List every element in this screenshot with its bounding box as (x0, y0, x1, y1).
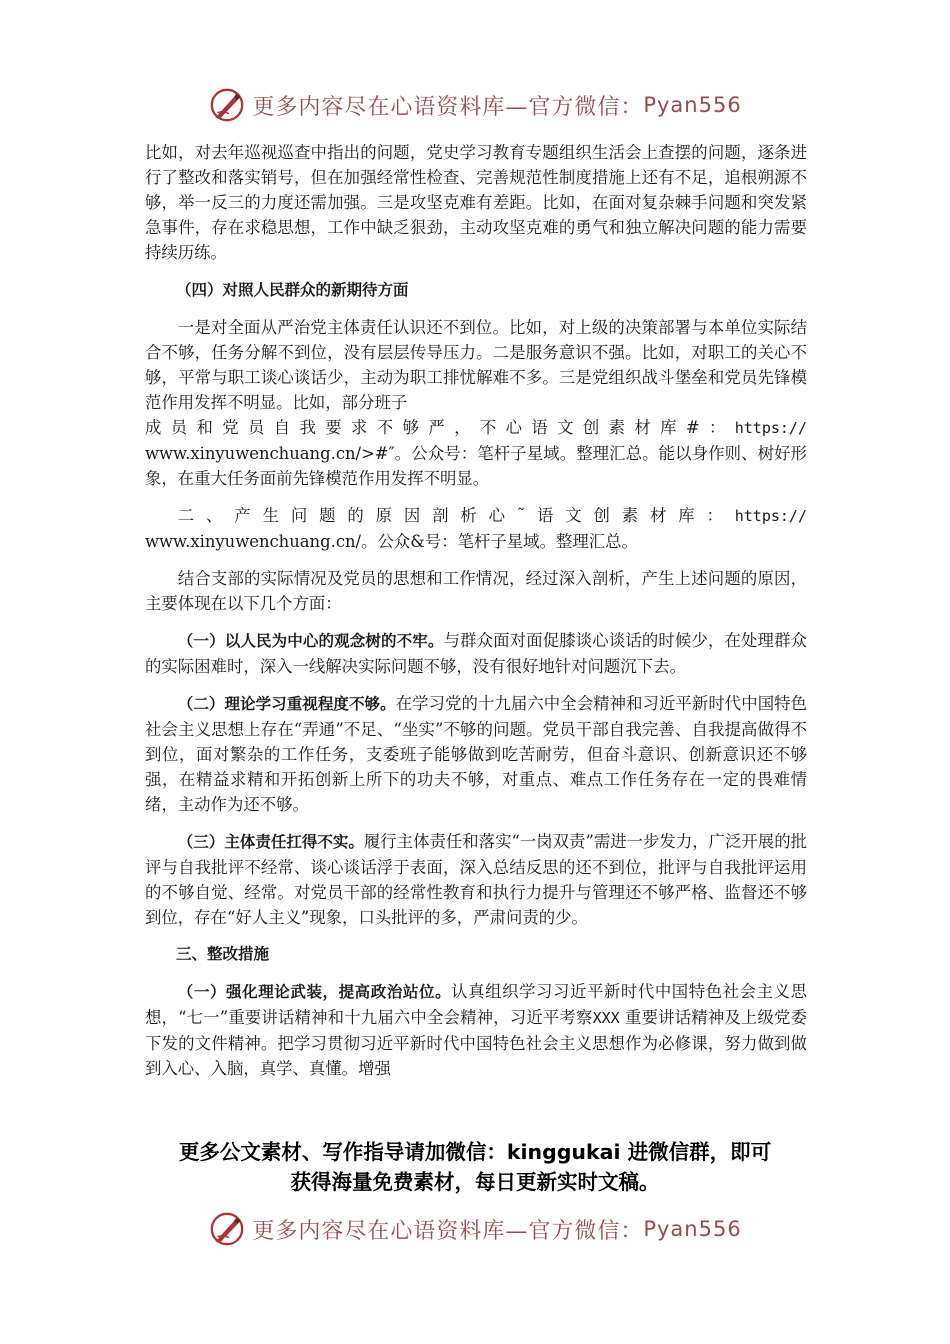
promo-notice (100, 1137, 850, 1197)
promo-line: 更多公文素材、写作指导请加微信：kinggukai 进微信群，即可 (178, 1140, 772, 1164)
paragraph-text: 在学习党的十九届六中全会精神和习近平新时代中国特色社会主义思想上存在“弄通”不足、“坐实”不够的问题。党员干部自我完善、自我提高做得不到位，面对繁杂的工作任务，支委班子能够做到吃苦耐劳，但奋斗意识、创新意识还不够强，在精益求精和开拓创新上所下的功夫不够，对重点、难点工作任务存在一定的畏难情绪，主动作为还不够。 (145, 694, 807, 814)
paragraph-text: 履行主体责任和落实“一岗双责”需进一步发力，广泛开展的批评与自我批评不经常、谈心谈话浮于表面，深入总结反思的还不到位，批评与自我批评运用的不够自觉、经常。对党员干部的经常性教育和执行力提升与管理还不够严格、监督还不够到位，存在“好人主义”现象，口头批评的多，严肃问责的少。 (145, 832, 807, 927)
subheading: （一）强化理论武装，提高政治站位。 (177, 983, 452, 1001)
subheading: （二）理论学习重视程度不够。 (177, 695, 396, 713)
banner-wechat-id: Pyan556 (643, 1217, 742, 1241)
placeholder-text: XXX (592, 1009, 620, 1027)
subheading: （三）主体责任扛得不实。 (177, 833, 364, 851)
paragraph-text: 重要讲话精神及上级党委下发的文件精神。把学习贯彻习近平新时代中国特色社会主义思想作为必修课，努力做到做到入心、入脑，真学、真懂。增强 (145, 1008, 807, 1078)
paragraph-text: 一是对全面从严治党主体责任认识还不到位。比如，对上级的决策部署与本单位实际结合不够，任务分解不到位，没有层层传导压力。二是服务意识不强。比如，对职工的关心不够，平常与职工谈心谈话少，主动为职工排忧解难不多。三是党组织战斗堡垒和党员先锋模范作用发挥不明显。比如，部分班子 (145, 318, 807, 412)
header-banner (0, 82, 950, 128)
paragraph (145, 691, 807, 817)
section-heading: （四）对照人民群众的新期待方面 (176, 281, 409, 299)
paragraph (145, 628, 807, 679)
spaced-text: 成员和党员自我要求不够严，不心语文创素材库#： (145, 418, 735, 437)
banner-text: 更多内容尽在心语资料库—官方微信： (252, 1218, 644, 1244)
document-body (145, 140, 807, 1093)
paragraph (145, 829, 807, 930)
promo-line: 获得海量免费素材，每日更新实时文稿。 (290, 1170, 660, 1194)
banner-wechat-id: Pyan556 (643, 93, 742, 117)
section-heading-line (145, 503, 807, 554)
url-text: https:// (734, 419, 807, 437)
paragraph-text: www.xinyuwenchuang.cn/>#″。公众号：笔杆子星域。整理汇总。能以身作则、树好形象，在重大任务面前先锋模范作用发挥不明显。 (145, 444, 807, 488)
section-heading: 三、整改措施 (176, 945, 270, 963)
spaced-line (145, 415, 807, 441)
subheading: （一）以人民为中心的观念树的不牢。 (177, 632, 444, 650)
paragraph-text: www.xinyuwenchuang.cn/。公众&号：笔杆子星域。整理汇总。 (145, 532, 638, 551)
url-text: https:// (734, 507, 807, 525)
banner-text: 更多内容尽在心语资料库—官方微信： (252, 94, 644, 120)
pen-circle-logo-icon (208, 1210, 246, 1248)
spaced-text: 二、产生问题的原因剖析心˜语文创素材库： (177, 506, 735, 525)
paragraph: 结合支部的实际情况及党员的思想和工作情况，经过深入剖析，产生上述问题的原因，主要体现在以下几个方面： (145, 569, 807, 613)
footer-banner (0, 1206, 950, 1252)
paragraph (145, 979, 807, 1081)
paragraph-text: 认真组织学习习近平新时代中国特色社会主义思想，“七一”重要讲话精神和十九届六中全会精神，习近平考察 (145, 982, 807, 1027)
spaced-line (145, 503, 807, 529)
paragraph: 比如，对去年巡视巡查中指出的问题，党史学习教育专题组织生活会上查摆的问题，逐条进行了整改和落实销号，但在加强经常性检查、完善规范性制度措施上还有不足，追根朔源不够，举一反三的力度还需加强。三是攻坚克难有差距。比如，在面对复杂棘手问题和突发紧急事件，存在求稳思想，工作中缺乏狠劲，主动攻坚克难的勇气和独立解决问题的能力需要持续历练。 (145, 143, 807, 262)
pen-circle-logo-icon (208, 86, 246, 124)
paragraph-text: 与群众面对面促膝谈心谈话的时候少，在处理群众的实际困难时，深入一线解决实际问题不够，没有很好地针对问题沉下去。 (145, 631, 807, 676)
paragraph (145, 315, 807, 491)
